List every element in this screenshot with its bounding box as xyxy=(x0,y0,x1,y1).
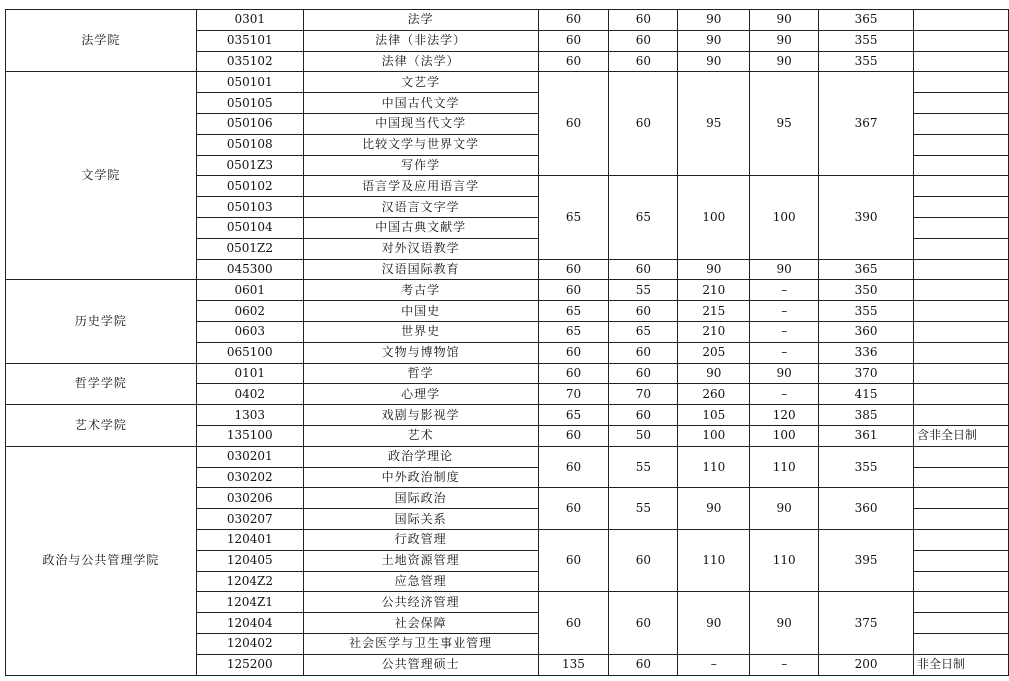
major-name: 戏剧与影视学 xyxy=(303,405,538,426)
major-name: 行政管理 xyxy=(303,529,538,550)
major-name: 法律（法学） xyxy=(303,51,538,72)
score-total: 360 xyxy=(819,488,914,530)
major-name: 汉语言文字学 xyxy=(303,197,538,218)
college-name: 法学院 xyxy=(6,10,197,72)
major-code: 030201 xyxy=(196,446,303,467)
score-subject-4: 90 xyxy=(750,488,819,530)
score-total: 200 xyxy=(819,654,914,675)
major-code: 120402 xyxy=(196,633,303,654)
score-subject-1: 60 xyxy=(538,529,609,591)
major-name: 艺术 xyxy=(303,425,538,446)
remark xyxy=(914,197,1009,218)
score-subject-3: 215 xyxy=(678,301,750,322)
remark xyxy=(914,550,1009,571)
score-subject-4: – xyxy=(750,654,819,675)
score-subject-3: 90 xyxy=(678,51,750,72)
score-subject-3: 90 xyxy=(678,592,750,654)
remark xyxy=(914,509,1009,530)
remark xyxy=(914,488,1009,509)
major-name: 心理学 xyxy=(303,384,538,405)
score-subject-1: 60 xyxy=(538,259,609,280)
score-subject-3: 90 xyxy=(678,259,750,280)
score-subject-2: 60 xyxy=(609,10,678,31)
score-subject-2: 60 xyxy=(609,30,678,51)
major-code: 050108 xyxy=(196,134,303,155)
major-code: 030206 xyxy=(196,488,303,509)
score-subject-4: 100 xyxy=(750,176,819,259)
score-subject-3: 205 xyxy=(678,342,750,363)
major-name: 汉语国际教育 xyxy=(303,259,538,280)
score-subject-4: – xyxy=(750,342,819,363)
score-total: 361 xyxy=(819,425,914,446)
score-subject-2: 60 xyxy=(609,529,678,591)
college-name: 文学院 xyxy=(6,72,197,280)
score-subject-4: 120 xyxy=(750,405,819,426)
major-code: 0501Z2 xyxy=(196,238,303,259)
score-subject-3: 90 xyxy=(678,30,750,51)
major-name: 应急管理 xyxy=(303,571,538,592)
major-code: 0101 xyxy=(196,363,303,384)
score-subject-3: 210 xyxy=(678,280,750,301)
college-name: 历史学院 xyxy=(6,280,197,363)
score-subject-1: 65 xyxy=(538,301,609,322)
score-total: 395 xyxy=(819,529,914,591)
score-subject-4: 90 xyxy=(750,259,819,280)
score-subject-2: 65 xyxy=(609,176,678,259)
major-code: 0603 xyxy=(196,321,303,342)
major-name: 中国古代文学 xyxy=(303,93,538,114)
major-code: 035101 xyxy=(196,30,303,51)
score-subject-2: 60 xyxy=(609,654,678,675)
score-subject-3: 100 xyxy=(678,176,750,259)
score-subject-3: 110 xyxy=(678,446,750,488)
remark xyxy=(914,113,1009,134)
remark xyxy=(914,259,1009,280)
remark xyxy=(914,613,1009,634)
remark xyxy=(914,280,1009,301)
remark xyxy=(914,217,1009,238)
major-code: 0501Z3 xyxy=(196,155,303,176)
remark xyxy=(914,51,1009,72)
score-total: 375 xyxy=(819,592,914,654)
table-row xyxy=(6,10,1009,31)
major-name: 公共管理硕士 xyxy=(303,654,538,675)
table-row xyxy=(6,280,1009,301)
remark xyxy=(914,592,1009,613)
score-subject-4: 110 xyxy=(750,529,819,591)
score-total: 355 xyxy=(819,51,914,72)
score-subject-1: 60 xyxy=(538,488,609,530)
score-subject-2: 60 xyxy=(609,51,678,72)
score-subject-2: 50 xyxy=(609,425,678,446)
major-code: 0601 xyxy=(196,280,303,301)
score-subject-4: 90 xyxy=(750,30,819,51)
score-total: 367 xyxy=(819,72,914,176)
college-name: 哲学学院 xyxy=(6,363,197,405)
major-name: 文艺学 xyxy=(303,72,538,93)
remark xyxy=(914,384,1009,405)
score-subject-3: 260 xyxy=(678,384,750,405)
remark xyxy=(914,633,1009,654)
remark xyxy=(914,571,1009,592)
major-code: 045300 xyxy=(196,259,303,280)
score-subject-4: 90 xyxy=(750,363,819,384)
major-code: 120404 xyxy=(196,613,303,634)
remark xyxy=(914,342,1009,363)
score-subject-2: 60 xyxy=(609,592,678,654)
score-subject-2: 55 xyxy=(609,488,678,530)
score-total: 415 xyxy=(819,384,914,405)
remark xyxy=(914,72,1009,93)
remark: 含非全日制 xyxy=(914,425,1009,446)
major-code: 050102 xyxy=(196,176,303,197)
major-code: 030202 xyxy=(196,467,303,488)
score-subject-3: 90 xyxy=(678,10,750,31)
major-name: 社会医学与卫生事业管理 xyxy=(303,633,538,654)
score-subject-3: 110 xyxy=(678,529,750,591)
score-subject-1: 65 xyxy=(538,321,609,342)
score-subject-3: 210 xyxy=(678,321,750,342)
score-subject-3: 95 xyxy=(678,72,750,176)
score-total: 350 xyxy=(819,280,914,301)
major-code: 050101 xyxy=(196,72,303,93)
score-subject-4: – xyxy=(750,384,819,405)
score-subject-2: 60 xyxy=(609,363,678,384)
major-name: 土地资源管理 xyxy=(303,550,538,571)
score-subject-1: 60 xyxy=(538,30,609,51)
score-subject-1: 60 xyxy=(538,51,609,72)
score-subject-3: 105 xyxy=(678,405,750,426)
score-subject-4: – xyxy=(750,301,819,322)
remark xyxy=(914,30,1009,51)
score-subject-1: 60 xyxy=(538,425,609,446)
major-code: 125200 xyxy=(196,654,303,675)
major-code: 1204Z2 xyxy=(196,571,303,592)
remark xyxy=(914,405,1009,426)
remark xyxy=(914,134,1009,155)
score-subject-4: 100 xyxy=(750,425,819,446)
major-name: 语言学及应用语言学 xyxy=(303,176,538,197)
score-subject-1: 60 xyxy=(538,592,609,654)
major-code: 050106 xyxy=(196,113,303,134)
remark xyxy=(914,467,1009,488)
score-subject-4: 95 xyxy=(750,72,819,176)
score-total: 370 xyxy=(819,363,914,384)
major-code: 0602 xyxy=(196,301,303,322)
major-code: 120401 xyxy=(196,529,303,550)
major-code: 065100 xyxy=(196,342,303,363)
score-subject-2: 65 xyxy=(609,321,678,342)
major-code: 1303 xyxy=(196,405,303,426)
score-subject-1: 60 xyxy=(538,342,609,363)
major-name: 中国现当代文学 xyxy=(303,113,538,134)
major-code: 050105 xyxy=(196,93,303,114)
major-name: 中国古典文献学 xyxy=(303,217,538,238)
college-name: 艺术学院 xyxy=(6,405,197,447)
remark xyxy=(914,176,1009,197)
score-subject-1: 65 xyxy=(538,405,609,426)
score-total: 365 xyxy=(819,259,914,280)
major-name: 哲学 xyxy=(303,363,538,384)
major-name: 政治学理论 xyxy=(303,446,538,467)
score-subject-4: – xyxy=(750,321,819,342)
remark xyxy=(914,10,1009,31)
remark xyxy=(914,238,1009,259)
remark xyxy=(914,155,1009,176)
score-total: 390 xyxy=(819,176,914,259)
major-name: 公共经济管理 xyxy=(303,592,538,613)
score-subject-4: 110 xyxy=(750,446,819,488)
score-subject-2: 60 xyxy=(609,342,678,363)
score-subject-4: 90 xyxy=(750,10,819,31)
major-name: 考古学 xyxy=(303,280,538,301)
score-subject-4: – xyxy=(750,280,819,301)
major-name: 社会保障 xyxy=(303,613,538,634)
score-subject-2: 60 xyxy=(609,259,678,280)
score-total: 355 xyxy=(819,301,914,322)
score-subject-2: 55 xyxy=(609,446,678,488)
score-subject-3: 90 xyxy=(678,488,750,530)
score-subject-1: 60 xyxy=(538,280,609,301)
score-subject-1: 135 xyxy=(538,654,609,675)
score-subject-4: 90 xyxy=(750,51,819,72)
score-table xyxy=(5,9,1009,676)
score-subject-1: 60 xyxy=(538,72,609,176)
major-name: 对外汉语教学 xyxy=(303,238,538,259)
major-code: 0301 xyxy=(196,10,303,31)
major-name: 国际关系 xyxy=(303,509,538,530)
major-code: 050104 xyxy=(196,217,303,238)
score-subject-1: 70 xyxy=(538,384,609,405)
score-subject-4: 90 xyxy=(750,592,819,654)
major-name: 文物与博物馆 xyxy=(303,342,538,363)
major-code: 0402 xyxy=(196,384,303,405)
score-subject-1: 60 xyxy=(538,10,609,31)
major-code: 120405 xyxy=(196,550,303,571)
score-subject-2: 60 xyxy=(609,301,678,322)
score-subject-2: 70 xyxy=(609,384,678,405)
table-row xyxy=(6,405,1009,426)
score-total: 336 xyxy=(819,342,914,363)
table-row xyxy=(6,363,1009,384)
major-name: 比较文学与世界文学 xyxy=(303,134,538,155)
score-total: 365 xyxy=(819,10,914,31)
major-name: 中外政治制度 xyxy=(303,467,538,488)
score-total: 355 xyxy=(819,30,914,51)
college-name: 政治与公共管理学院 xyxy=(6,446,197,675)
remark xyxy=(914,301,1009,322)
table-row xyxy=(6,72,1009,93)
major-name: 世界史 xyxy=(303,321,538,342)
table-row xyxy=(6,446,1009,467)
score-subject-1: 60 xyxy=(538,363,609,384)
remark xyxy=(914,529,1009,550)
major-code: 050103 xyxy=(196,197,303,218)
score-total: 385 xyxy=(819,405,914,426)
major-name: 写作学 xyxy=(303,155,538,176)
score-subject-1: 60 xyxy=(538,446,609,488)
score-subject-2: 60 xyxy=(609,72,678,176)
score-total: 355 xyxy=(819,446,914,488)
major-code: 135100 xyxy=(196,425,303,446)
score-subject-2: 55 xyxy=(609,280,678,301)
remark xyxy=(914,321,1009,342)
score-subject-3: 90 xyxy=(678,363,750,384)
major-code: 1204Z1 xyxy=(196,592,303,613)
major-name: 国际政治 xyxy=(303,488,538,509)
major-name: 法律（非法学） xyxy=(303,30,538,51)
remark xyxy=(914,446,1009,467)
score-subject-1: 65 xyxy=(538,176,609,259)
remark xyxy=(914,93,1009,114)
score-subject-3: – xyxy=(678,654,750,675)
major-name: 法学 xyxy=(303,10,538,31)
score-total: 360 xyxy=(819,321,914,342)
major-code: 030207 xyxy=(196,509,303,530)
score-subject-3: 100 xyxy=(678,425,750,446)
major-name: 中国史 xyxy=(303,301,538,322)
major-code: 035102 xyxy=(196,51,303,72)
remark: 非全日制 xyxy=(914,654,1009,675)
score-subject-2: 60 xyxy=(609,405,678,426)
remark xyxy=(914,363,1009,384)
